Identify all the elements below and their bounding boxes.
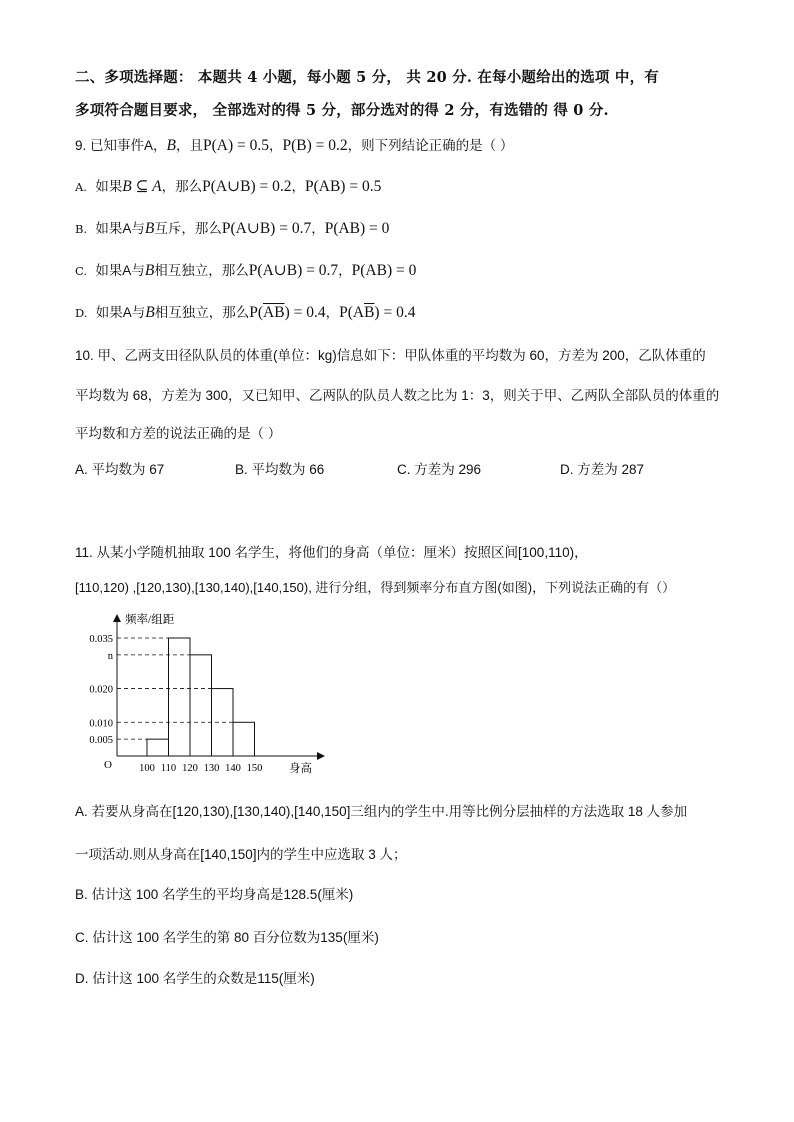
option-label: C. (75, 264, 88, 278)
y-tick-label: n (107, 650, 113, 662)
option-text: ， (311, 221, 325, 236)
x-tick-label: 100 (139, 763, 155, 774)
option-label: D. (75, 306, 88, 320)
q11-line2: [110,120) ,[120,130),[130,140),[140,150), 进行分组，得到频率分布直方图(如图)，下列说法正确的有（） (75, 580, 676, 595)
section-header-line2: 多项符合题目要求， 全部选对的得 5 分，部分选对的得 2 分，有选错的 得 0 分. (75, 102, 609, 119)
option-text: 如果A与 (95, 305, 146, 320)
q9-number: 9. (75, 138, 91, 153)
q11-option-a-line2: 一项活动.则从身高在[140,150]内的学生中应选取 3 人； (75, 847, 407, 862)
histogram-bar (169, 638, 191, 756)
histogram-bar (147, 739, 169, 756)
option-text: 互斥，那么 (154, 221, 222, 236)
option-text: 如果A与 (95, 263, 145, 278)
option-text: ， (338, 263, 352, 278)
math-expr: P(A∪B) = 0.7 (221, 220, 312, 237)
q9-stem (75, 134, 513, 155)
x-tick-labels (139, 763, 262, 774)
q9-option-d (75, 301, 415, 322)
math-expr: P(A∪B) = 0.7 (248, 262, 339, 279)
q11-line1: 11. 从某小学随机抽取 100 名学生，将他们的身高（单位：厘米）按照区间[100,110)， (75, 545, 588, 560)
option-text: ，那么 (161, 179, 203, 194)
q9-option-a (75, 175, 381, 196)
y-tick-label: 0.005 (89, 735, 113, 747)
q11-option-a-line1: A. 若要从身高在[120,130),[130,140),[140,150]三组内的学生中.用等比例分层抽样的方法选取 18 人参加 (75, 804, 688, 819)
option-text: 如果 (95, 179, 123, 194)
math-expr-overline: $\overline{B}$ (364, 304, 375, 321)
math-expr: ) = 0.4 (374, 304, 416, 321)
y-tick-label: 0.035 (89, 634, 113, 645)
q9-stem-post: ，则下列结论正确的是（ ） (347, 138, 514, 153)
y-tick-labels (89, 634, 113, 746)
q9-pa: P(A) = 0.5 (203, 137, 270, 154)
math-expr: P(AB) = 0 (351, 262, 417, 279)
q9-option-b (75, 217, 389, 238)
origin-label: O (104, 759, 112, 771)
y-tick-label: 0.020 (89, 684, 113, 696)
math-expr: P(A (339, 304, 365, 321)
y-axis-label: 频率/组距 (125, 614, 175, 626)
histogram-bar (233, 722, 255, 756)
q10-option-d: D. 方差为 287 (560, 462, 645, 477)
option-text: 相互独立，那么 (154, 263, 249, 278)
x-tick-label: 140 (225, 763, 241, 774)
math-expr: P(AB) = 0.5 (304, 178, 382, 195)
option-text: ， (325, 305, 340, 320)
q9-stem-text: 已知事件A， (90, 138, 167, 153)
q10-line3: 平均数和方差的说法正确的是（ ） (75, 426, 282, 441)
option-label: B. (75, 222, 88, 236)
q9-comma: ， (269, 138, 283, 153)
option-text: 相互独立，那么 (154, 305, 250, 320)
section-header-line1: 二、多项选择题： 本题共 4 小题，每小题 5 分， 共 20 分. 在每小题给出的选项 中，有 (75, 69, 659, 86)
math-expr: B (145, 304, 155, 321)
math-expr: B ⊆ A (122, 178, 162, 195)
x-axis-label: 身高 (289, 763, 312, 775)
q9-option-c (75, 259, 416, 280)
math-expr: P( (249, 304, 264, 321)
math-expr: P(AB) = 0 (324, 220, 390, 237)
q10-option-a: A. 平均数为 67 (75, 462, 165, 477)
bars (147, 638, 255, 756)
math-expr-overline: $\overline{AB}$ (263, 304, 285, 321)
y-tick-label: 0.010 (89, 718, 113, 730)
q10-line2: 平均数为 68，方差为 300，又已知甲、乙两队的队员人数之比为 1：3，则关于甲、乙两队全部队员的体重的 (75, 388, 720, 403)
q11-option-d: D. 估计这 100 名学生的众数是115(厘米) (75, 971, 315, 986)
frequency-histogram (75, 606, 335, 778)
q10-option-c: C. 方差为 296 (397, 462, 482, 477)
math-expr: B (144, 262, 155, 279)
option-text: 如果A与 (95, 221, 145, 236)
q9-event-b: B (166, 137, 176, 154)
q10-line1: 10. 甲、乙两支田径队队员的体重(单位：kg)信息如下：甲队体重的平均数为 60，方差为 200，乙队体重的 (75, 348, 706, 363)
q9-stem-text-mid: ，且 (176, 138, 203, 153)
x-tick-label: 110 (160, 763, 177, 774)
q11-option-c: C. 估计这 100 名学生的第 80 百分位数为135(厘米) (75, 930, 379, 945)
q10-option-b: B. 平均数为 66 (235, 462, 325, 477)
math-expr: ) = 0.4 (284, 304, 326, 321)
math-expr: B (144, 220, 155, 237)
x-tick-label: 120 (182, 763, 198, 774)
option-text: ， (291, 179, 305, 194)
option-label: A. (75, 180, 87, 194)
x-tick-label: 130 (203, 763, 220, 774)
x-tick-label: 150 (246, 763, 263, 774)
math-expr: P(A∪B) = 0.2 (202, 178, 292, 195)
histogram-bar (190, 655, 212, 756)
q9-pb: P(B) = 0.2 (282, 137, 348, 154)
q11-option-b: B. 估计这 100 名学生的平均身高是128.5(厘米) (75, 887, 354, 902)
